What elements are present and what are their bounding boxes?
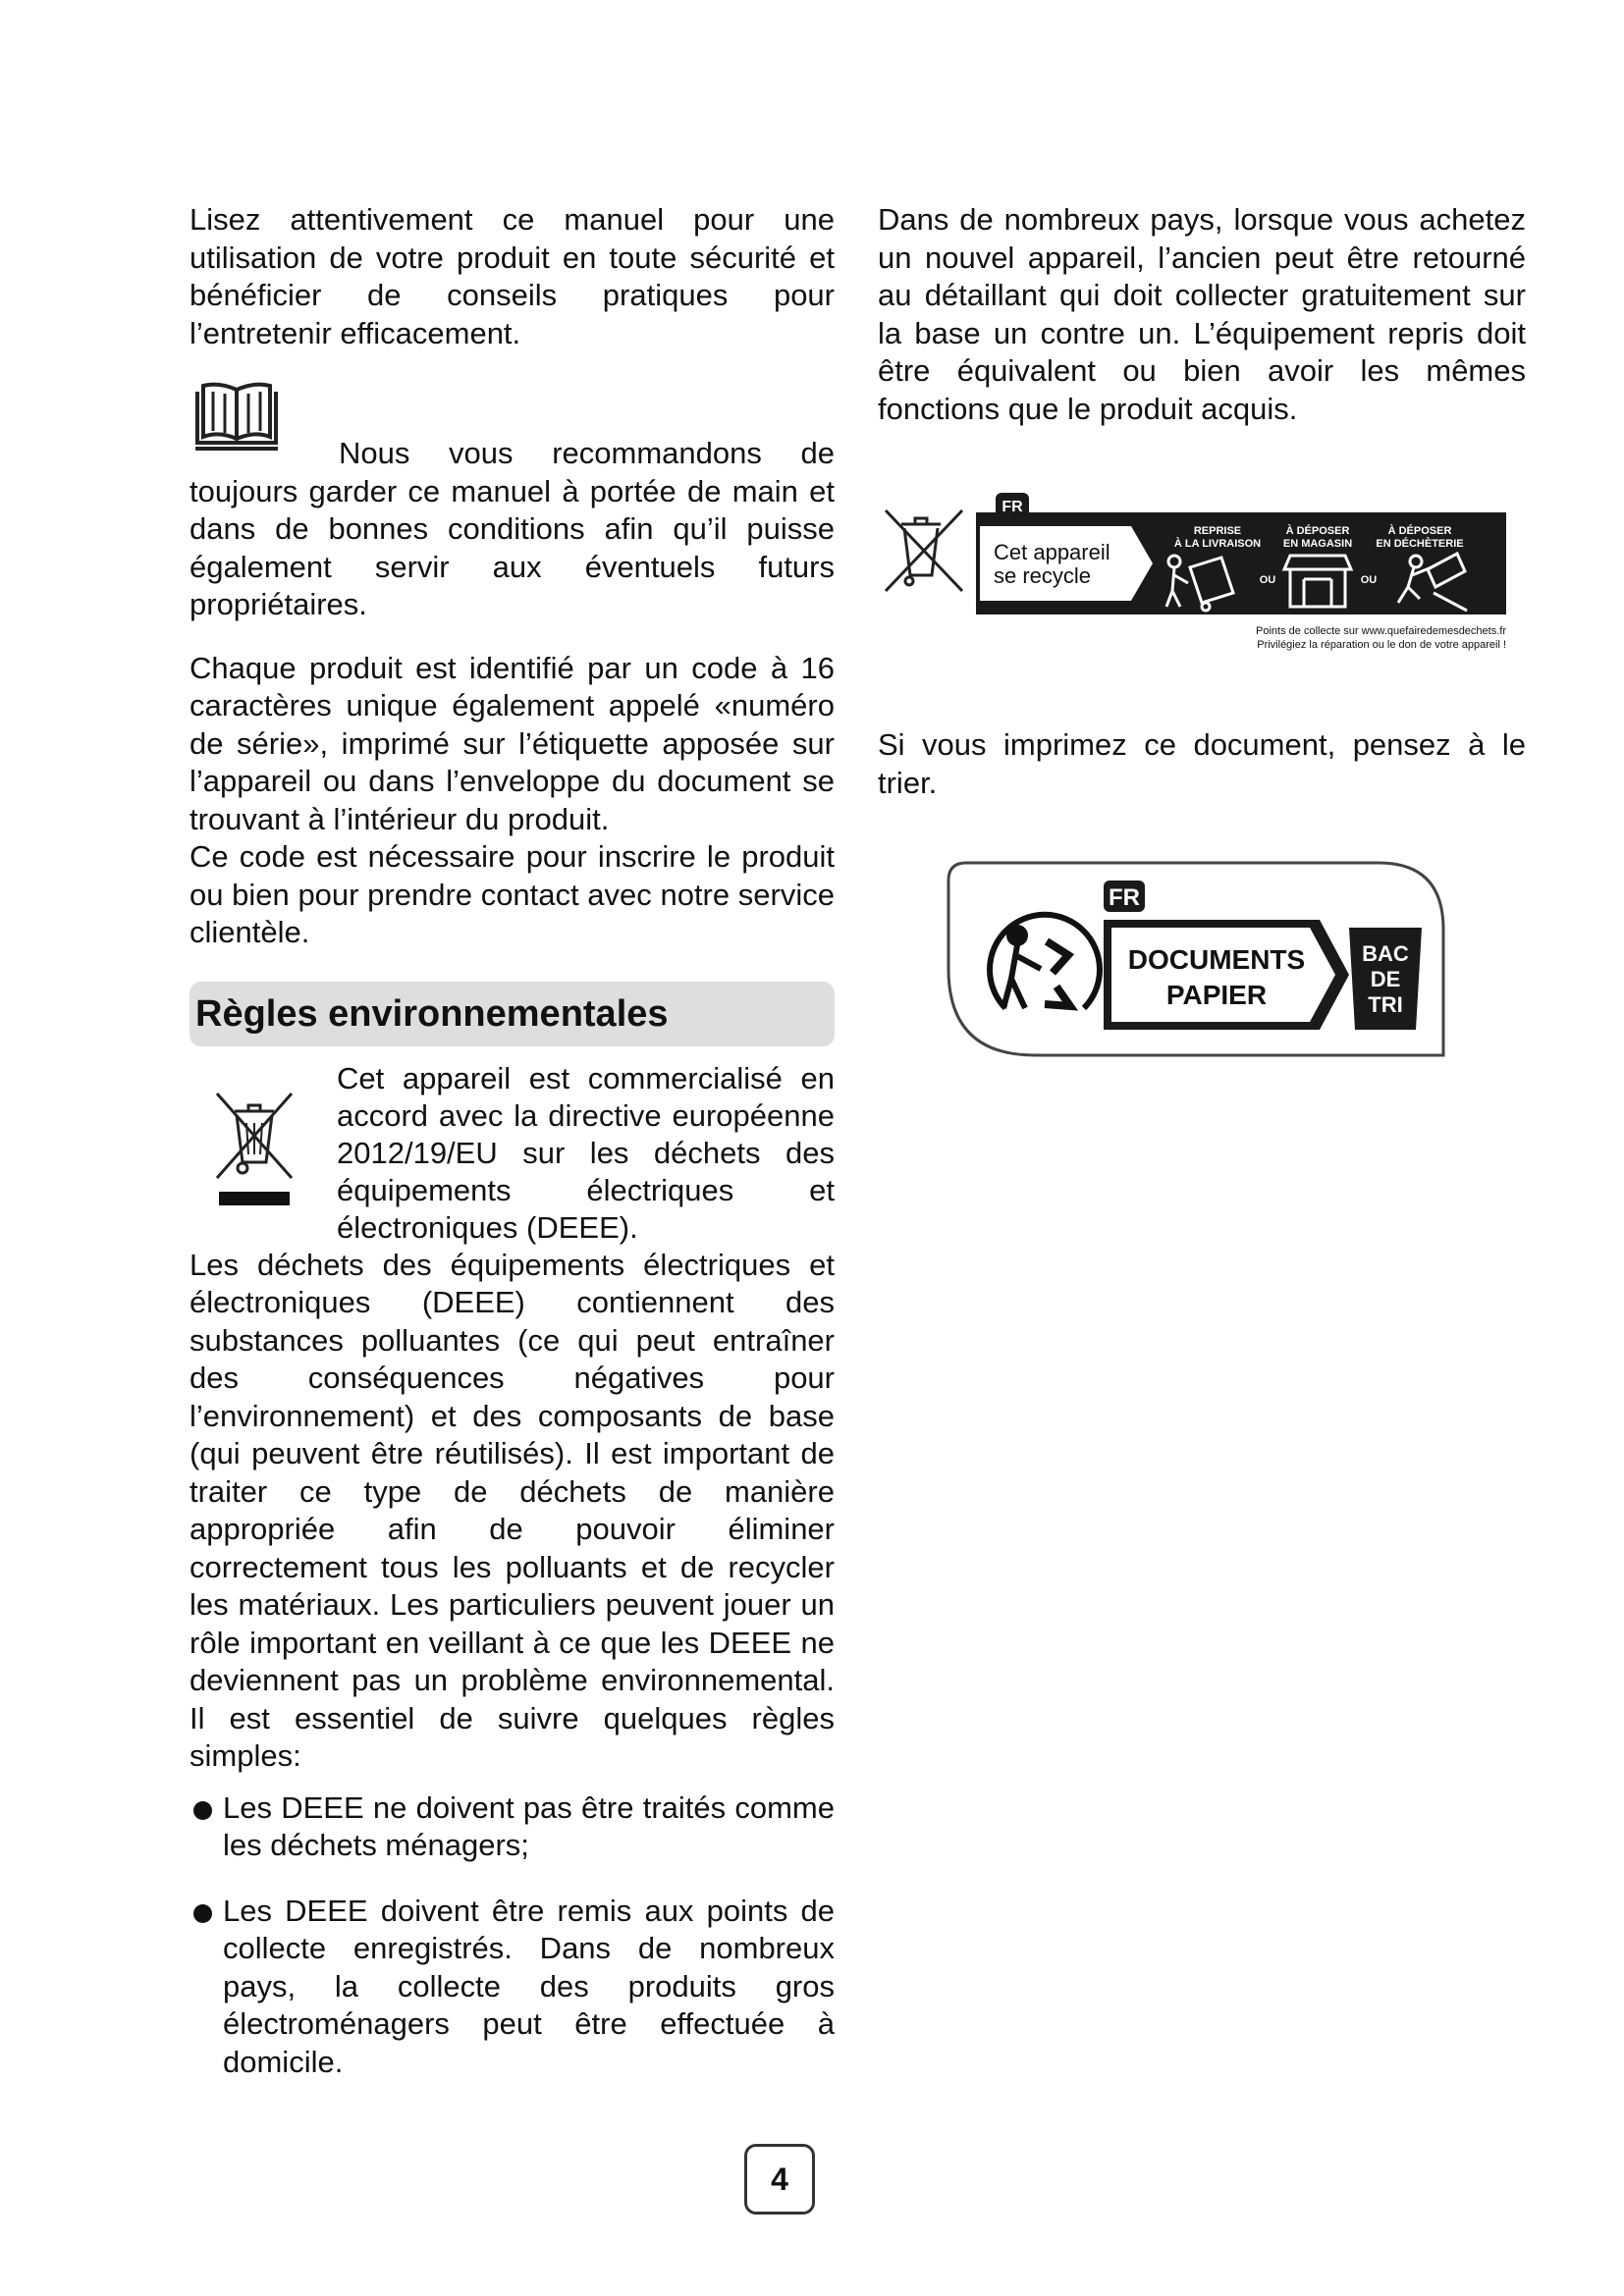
triman-footer: Privilégiez la réparation ou le don de votre appareil ! [1257,639,1506,651]
paper-line1: DOCUMENTS [1127,944,1306,975]
triman-fr-badge: FR [1001,499,1023,515]
sorting-bin-icon [1349,928,1422,1030]
triman-line1: Cet appareil [994,540,1110,564]
serial-usage-paragraph: Ce code est nécessaire pour inscrire le produit ou bien pour prendre contact avec notre service clientèle. [189,839,835,949]
bin-label: TRI [1368,992,1403,1017]
left-column [189,201,835,2081]
right-column [878,201,1526,1061]
triman-footer: Points de collecte sur www.quefairedemesdechets.fr [1256,625,1506,637]
book-icon [189,378,284,456]
manual-notice [189,378,835,624]
triman-or: OU [1259,574,1276,586]
bullet-item: Les DEEE ne doivent pas être traités comme les déchets ménagers; [189,1789,835,1865]
paper-fr-badge: FR [1109,884,1140,911]
page-number: 4 [744,2144,815,2215]
deee-paragraph: Les déchets des équipements électriques et électroniques (DEEE) contiennent des substances polluantes (ce qui peut entraîner des conséquences négatives pour l’environnement) et des composants de base (qui peuvent être réutilisés). Il est important de traiter ce type de déchets de manière appropriée afin de pouvoir éliminer correctement tous les polluants et de recycler les matériaux. Les particuliers peuvent jouer un rôle important en veillant à ce que les DEEE ne deviennent pas un problème environnemental. Il est essentiel de suivre quelques règles simples: [189,1247,835,1773]
triman-or: OU [1360,574,1378,586]
keep-manual-paragraph: Nous vous recommandons de toujours garder ce manuel à portée de main et dans de bonnes conditions afin qu’il puisse également servir aux éventuels futurs propriétaires. [189,436,835,621]
triman-line2: se recycle [994,563,1092,588]
serial-code-paragraph: Chaque produit est identifié par un code à 16 caractères unique également appelé «numéro de série», imprimé sur l’étiquette apposée sur l’appareil ou dans l’enveloppe du document se trouvant à l’intérieur du produit. [189,650,835,836]
section-heading: Règles environnementales [189,982,835,1046]
triman-option-label: À LA LIVRAISON [1173,538,1262,550]
crossed-bin-icon [213,1090,296,1209]
paper-line2: PAPIER [1165,980,1268,1010]
bin-label: BAC [1362,941,1409,966]
triman-recycling-banner [878,485,1506,662]
paper-recycling-logo [947,861,1447,1061]
triman-option-label: EN DÉCHÈTERIE [1376,538,1464,550]
triman-option-label: À DÉPOSER [1387,525,1452,537]
print-paragraph: Si vous imprimez ce document, pensez à le trier. [878,727,1526,800]
return-paragraph: Dans de nombreux pays, lorsque vous achetez un nouvel appareil, l’ancien peut être retourné au détaillant qui doit collecter gratuitement sur la base un contre un. L’équipement repris doit être équivalent ou bien avoir les mêmes fonctions que le produit acquis. [878,202,1526,426]
crossed-bin-icon [886,510,962,591]
bullet-item: Les DEEE doivent être remis aux points de collecte enregistrés. Dans de nombreux pays, la collecte des produits gros électroménagers peut être effectuée à domicile. [189,1893,835,2082]
triman-option-label: EN MAGASIN [1282,538,1353,550]
intro-paragraph: Lisez attentivement ce manuel pour une utilisation de votre produit en toute sécurité et bénéficier de conseils pratiques pour l’entretenir efficacement. [189,202,835,350]
bin-label: DE [1370,967,1401,991]
weee-notice [189,1060,835,1247]
triman-option-label: REPRISE [1193,525,1242,537]
triman-option-label: À DÉPOSER [1285,525,1350,537]
directive-paragraph: Cet appareil est commercialisé en accord avec la directive européenne 2012/19/EU sur les déchets des équipements électriques et électroniques (DEEE). [337,1060,835,1245]
